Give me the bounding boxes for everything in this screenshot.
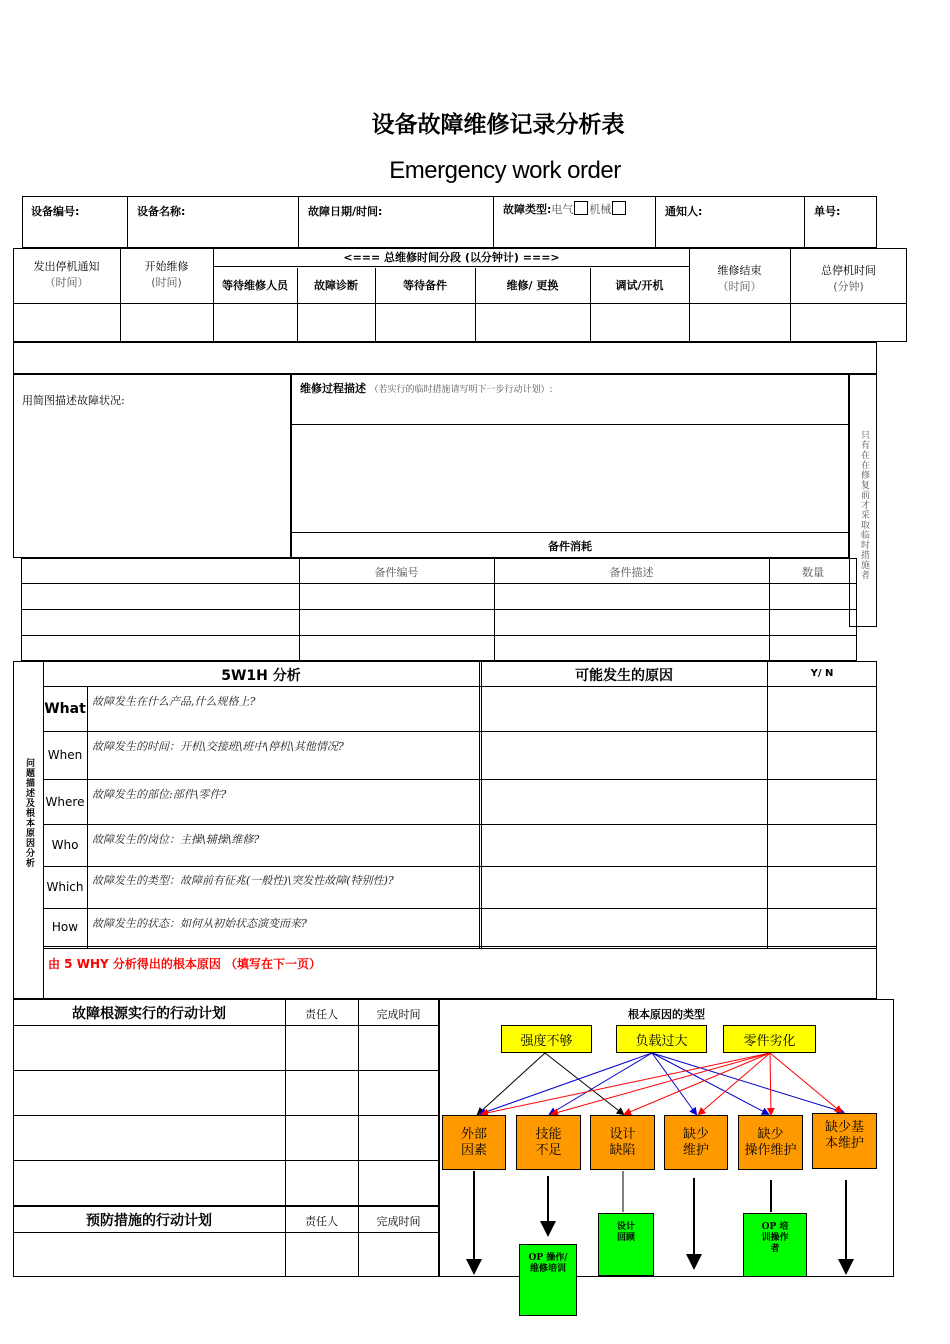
type-basic-maintenance: 缺少基 本维护 — [812, 1113, 877, 1169]
start-repair-header: 开始维修 (时间) — [144, 260, 189, 289]
five-why-note: 由 5 WHY 分析得出的根本原因 （填写在下一页） — [48, 957, 322, 971]
5w1h-header: 5W1H 分析 — [221, 668, 301, 684]
side-note: 只有在在修复前才采取临时措施者 — [859, 430, 869, 580]
wait-parts-header: 等待备件 — [403, 279, 447, 292]
root-cause-title: 根本原因的类型 — [628, 1008, 705, 1021]
equipment-no-label: 设备编号: — [31, 205, 80, 218]
process-label: 维修过程描述 （若实行的临时措施请写明下一步行动计划）: — [300, 382, 553, 395]
electric-option: 电气 — [551, 203, 574, 216]
prevent-finish-header: 完成时间 — [376, 1215, 421, 1228]
when-text: 故障发生的时间：开机\交接班\班中\停机\其他情况? — [92, 740, 344, 753]
how-label: How — [51, 920, 79, 934]
arrow-parts-design — [625, 1053, 770, 1114]
root-finish-header: 完成时间 — [376, 1008, 421, 1021]
where-label: Where — [45, 794, 85, 809]
parts-header: 备件消耗 — [548, 540, 592, 553]
cause-overload: 负载过大 — [616, 1025, 707, 1053]
prevent-plan-header: 预防措施的行动计划 — [86, 1213, 212, 1229]
who-text: 故障发生的岗位：主操\辅操\维修? — [92, 833, 260, 846]
type-external: 外部 因素 — [442, 1115, 506, 1170]
where-text: 故障发生的部位:部件\零件? — [92, 788, 227, 801]
when-label: When — [47, 748, 83, 762]
equipment-name-label: 设备名称: — [137, 205, 186, 218]
diagnosis-header: 故障诊断 — [314, 279, 358, 292]
cause-header: 可能发生的原因 — [575, 668, 673, 684]
what-label: What — [44, 700, 86, 717]
order-no-label: 单号: — [814, 205, 841, 218]
fault-date-label: 故障日期/时间: — [308, 205, 383, 218]
stop-notice-header: 发出停机通知 （时间） — [33, 260, 100, 289]
cause-strength: 强度不够 — [501, 1025, 592, 1053]
how-text: 故障发生的状态：如何从初始状态演变而来? — [92, 917, 307, 930]
root-plan-header: 故障根源实行的行动计划 — [72, 1006, 226, 1022]
page-subtitle: Emergency work order — [389, 157, 621, 184]
total-downtime-header: 总停机时间 (分钟) — [821, 264, 876, 293]
which-text: 故障发生的类型：故障前有征兆(一般性)\突发性故障(特别性)? — [92, 874, 394, 887]
page-title: 设备故障维修记录分析表 — [371, 111, 625, 138]
cause-part-degradation: 零件劣化 — [723, 1025, 816, 1053]
arrow-parts-opmaint — [770, 1053, 771, 1114]
root-responsible-header: 责任人 — [305, 1008, 338, 1021]
arrow-load-maint — [652, 1053, 696, 1114]
sketch-label: 用简图描述故障状况: — [22, 394, 125, 407]
type-skill: 技能 不足 — [516, 1115, 581, 1170]
arrow-parts-basic — [770, 1053, 841, 1112]
which-label: Which — [46, 880, 84, 894]
action-design-review: 设计 回顾 — [598, 1213, 654, 1276]
part-desc-header: 备件描述 — [609, 566, 654, 579]
who-label: Who — [51, 838, 79, 852]
action-op-training: OP 操作/ 维修培训 — [519, 1244, 577, 1316]
arrow-strength-external — [478, 1053, 545, 1114]
segment-header: <=== 总维修时间分段 (以分钟计) ===> — [343, 251, 560, 264]
repair-end-header: 维修结束 （时间） — [717, 264, 762, 293]
quantity-header: 数量 — [802, 566, 824, 579]
prevent-responsible-header: 责任人 — [305, 1215, 338, 1228]
type-design: 设计 缺陷 — [590, 1115, 655, 1170]
action-op-operator-training: OP 培 训操作 者 — [743, 1213, 807, 1277]
mechanical-option: 机械 — [589, 203, 612, 216]
repair-replace-header: 维修/ 更换 — [506, 279, 559, 292]
type-maintenance: 缺少 维护 — [664, 1115, 728, 1170]
part-no-header: 备件编号 — [374, 566, 419, 579]
type-op-maintenance: 缺少 操作维护 — [738, 1115, 803, 1170]
yn-header: Y/ N — [810, 668, 834, 679]
what-text: 故障发生在什么产品,什么规格上? — [92, 695, 256, 708]
debug-start-header: 调试/开机 — [615, 279, 664, 292]
wait-staff-header: 等待维修人员 — [222, 279, 288, 292]
analysis-side-label: 问题描述及根本原因分析 — [24, 758, 34, 868]
notifier-label: 通知人: — [665, 205, 703, 218]
fault-type-label: 故障类型: — [503, 203, 552, 216]
